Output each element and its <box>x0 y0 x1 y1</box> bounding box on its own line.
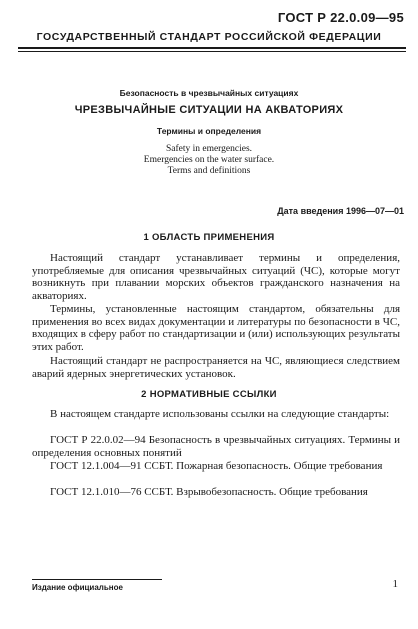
section-heading-scope: 1 ОБЛАСТЬ ПРИМЕНЕНИЯ <box>143 232 275 243</box>
standard-title: ГОСУДАРСТВЕННЫЙ СТАНДАРТ РОССИЙСКОЙ ФЕДЕРАЦИИ <box>36 31 382 43</box>
paragraph <box>32 303 400 353</box>
header-rule-thin <box>18 51 406 52</box>
edition-note: Издание официальное <box>32 583 123 592</box>
reference-text: ГОСТ 12.1.004—91 ССБТ. Пожарная безопасность. Общие требования <box>50 460 383 472</box>
document-number: ГОСТ Р 22.0.09—95 <box>277 10 404 25</box>
paragraph-text: В настоящем стандарте использованы ссылки на следующие стандарты: <box>50 408 390 420</box>
paragraph-text: Термины, установленные настоящим стандартом, обязательны для применения во всех видах документации и литературы по безопасности в ЧС, входящих в сферу работ по стандартизации и (или) использующих результаты этих работ. <box>32 303 400 353</box>
english-title-line-3: Terms and definitions <box>167 166 251 176</box>
reference-item <box>32 486 400 499</box>
english-title-line-1: Safety in emergencies. <box>165 144 253 154</box>
footer-rule <box>32 579 162 580</box>
paragraph <box>32 355 400 380</box>
paragraph-text: Настоящий стандарт устанавливает термины и определения, употребляемые для описания чрезвычайных ситуаций (ЧС), которые могут возникнуть при плавании морских объектов гражданского назначения на акваториях. <box>32 252 400 302</box>
english-title-line-2: Emergencies on the water surface. <box>143 155 275 165</box>
paragraph <box>32 408 400 421</box>
paragraph <box>32 252 400 302</box>
page-number: 1 <box>392 578 398 590</box>
paragraph-text: Настоящий стандарт не распространяется на ЧС, являющиеся следствием аварий ядерных энергетических установок. <box>32 355 400 380</box>
reference-item <box>32 460 400 473</box>
group-title: Безопасность в чрезвычайных ситуациях <box>119 88 299 98</box>
section-heading-references: 2 НОРМАТИВНЫЕ ССЫЛКИ <box>141 389 277 400</box>
reference-item <box>32 434 400 459</box>
main-title: ЧРЕЗВЫЧАЙНЫЕ СИТУАЦИИ НА АКВАТОРИЯХ <box>74 104 344 116</box>
reference-text: ГОСТ Р 22.0.02—94 Безопасность в чрезвычайных ситуациях. Термины и определения основных понятий <box>32 434 400 459</box>
sub-title: Термины и определения <box>156 126 262 136</box>
header-rule-thick <box>18 47 406 49</box>
reference-text: ГОСТ 12.1.010—76 ССБТ. Взрывобезопасность. Общие требования <box>50 486 368 498</box>
introduction-date: Дата введения 1996—07—01 <box>277 206 404 216</box>
